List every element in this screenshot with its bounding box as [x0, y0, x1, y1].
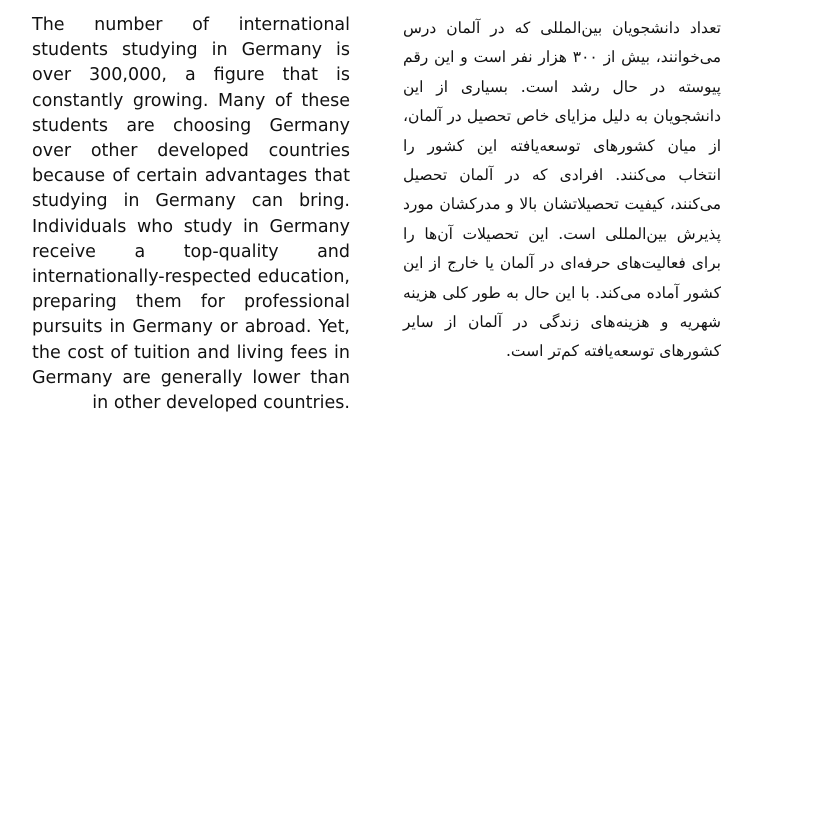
persian-paragraph: تعداد دانشجویان بین‌المللی که در آلمان درس می‌خوانند، بیش از ۳۰۰ هزار نفر است و این رقم پیوسته در حال رشد است. بسیاری از این دانشجویان به دلیل مزایای خاص تحصیل در آلمان، از میان کشورهای توسعه‌یافته این کشور را انتخاب می‌کنند. افرادی که در آلمان تحصیل می‌کنند، کیفیت تحصیلاتشان بالا و مدرکشان مورد پذیرش بین‌المللی است. این تحصیلات آن‌ها را برای فعالیت‌های حرفه‌ای در آلمان یا خارج از این کشور آماده می‌کند. با این حال به طور کلی هزینه شهریه و هزینه‌های زندگی در آلمان از سایر کشورهای توسعه‌یافته کم‌تر است.	[403, 19, 721, 361]
english-paragraph: The number of international students studying in Germany is over 300,000, a figure that is constantly growing. Many of these students are choosing Germany over other developed countries because of certain advantages that studying in Germany can bring. Individuals who study in Germany receive a top-quality and internationally-respected education, preparing them for professional pursuits in Germany or abroad. Yet, the cost of tuition and living fees in Germany are generally lower than in other developed countries.	[32, 15, 350, 414]
